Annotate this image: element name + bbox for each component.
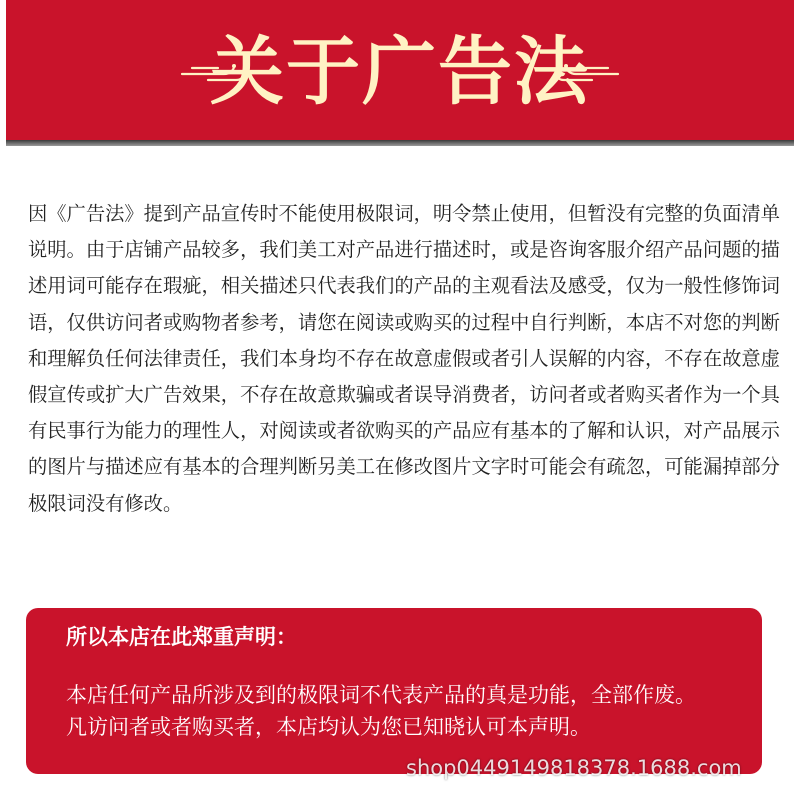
shop-watermark: shop0449149818378.1688.com <box>406 756 742 780</box>
notice-heading: 所以本店在此郑重声明： <box>66 625 297 649</box>
disclaimer-paragraph: 因《广告法》提到产品宣传时不能使用极限词，明令禁止使用，但暂没有完整的负面清单说明。由于店铺产品较多，我们美工对产品进行描述时，或是咨询客服介绍产品问题的描述用词可能存在瑕疵，相关描述只代表我们的产品的主观看法及感受，仅为一般性修饰词语，仅供访问者或购物者参考，请您在阅读或购买的过程中自行判断，本店不对您的判断和理解负任何法律责任，我们本身均不存在故意虚假或者引人误解的内容，不存在故意虚假宣传或扩大广告效果，不存在故意欺骗或者误导消费者，访问者或者购买者作为一个具有民事行为能力的理性人，对阅读或者欲购买的产品应有基本的了解和认识，对产品展示的图片与描述应有基本的合理判断另美工在修改图片文字时可能会有疏忽，可能漏掉部分极限词没有修改。 <box>28 202 780 515</box>
notice-box <box>26 608 762 774</box>
notice-line-2: 凡访问者或者购买者，本店均认为您已知晓认可本声明。 <box>66 715 591 739</box>
page-title: 关于广告法 <box>210 29 590 115</box>
notice-line-1: 本店任何产品所涉及到的极限词不代表产品的真是功能，全部作废。 <box>66 683 696 707</box>
header-shadow <box>6 140 794 146</box>
